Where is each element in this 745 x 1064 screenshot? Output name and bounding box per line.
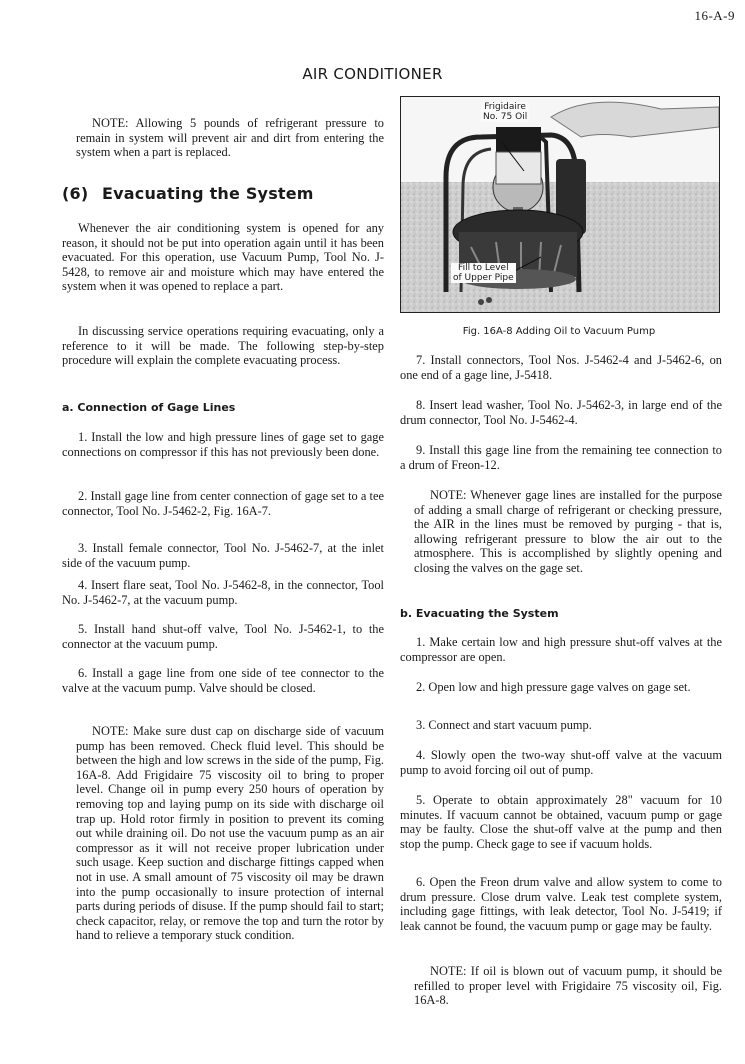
step-a-6: 6. Install a gage line from one side of tee connector to the valve at the vacuum pump. Valve should be closed. (62, 666, 384, 695)
discussion-paragraph: In discussing service operations requiring evacuating, only a reference to it will be made. The following step-by-step procedure will explain the complete evacuating process. (62, 324, 384, 368)
step-a-5: 5. Install hand shut-off valve, Tool No. J-5462-1, to the connector at the vacuum pump. (62, 622, 384, 651)
callout-bottom-line2: of Upper Pipe (453, 273, 514, 283)
section-heading-evacuating (62, 184, 314, 203)
note-purging-air: NOTE: Whenever gage lines are installed for the purpose of adding a small charge of refrigerant or checking pressure, the AIR in the lines must be removed by purging - that is, allowing refrigerant pressure to blow the air out to the atmosphere. This is accomplished by slightly opening and closing the valves on the gage set. (414, 488, 722, 575)
callout-bottom-line1: Fill to Level (458, 263, 509, 273)
step-b-1: 1. Make certain low and high pressure shut-off valves at the compressor are open. (400, 635, 722, 664)
step-a-7: 7. Install connectors, Tool Nos. J-5462-4 and J-5462-6, on one end of a gage line, J-5418. (400, 353, 722, 382)
callout-top-line1: Frigidaire (484, 102, 526, 112)
step-a-3: 3. Install female connector, Tool No. J-5462-7, at the inlet side of the vacuum pump. (62, 541, 384, 570)
step-a-9: 9. Install this gage line from the remaining tee connection to a drum of Freon-12. (400, 443, 722, 472)
step-a-4: 4. Insert flare seat, Tool No. J-5462-8, in the connector, Tool No. J-5462-7, at the vacuum pump. (62, 578, 384, 607)
page-title: AIR CONDITIONER (302, 65, 443, 84)
step-b-4: 4. Slowly open the two-way shut-off valve at the vacuum pump to avoid forcing oil out of pump. (400, 748, 722, 777)
step-b-2: 2. Open low and high pressure gage valves on gage set. (416, 680, 691, 694)
step-b-3: 3. Connect and start vacuum pump. (416, 718, 592, 732)
step-b-6: 6. Open the Freon drum valve and allow system to come to drum pressure. Close drum valve. Leak test complete system, including gage fittings, with leak detector, Tool No. J-5419; if leak cannot be found, the vacuum pump or gage may be faulty. (400, 875, 722, 933)
note-vacuum-pump-care: NOTE: Make sure dust cap on discharge side of vacuum pump has been removed. Check fluid level. This should be between the high and low screws in the side of the pump, Fig. 16A-8. Add Frigidaire 75 viscosity oil to bring to proper level. Change oil in pump every 250 hours of operation by removing top and laying pump on its side with discharge oil trap up. Hold rotor firmly in position to prevent its coming out while draining oil. Do not use the vacuum pump as an air compressor as it will not receive proper lubrication under such usage. Keep suction and discharge fittings capped when not in use. A small amount of 75 viscosity oil may be drawn into the pump occasionally to insure protection of internal parts during periods of disuse. If the pump should fail to start; check capacitor, relay, or remove the top and turn the rotor by hand to relieve a temporary stuck condition. (76, 724, 384, 943)
callout-top-line2: No. 75 Oil (483, 112, 528, 122)
step-a-1: 1. Install the low and high pressure lines of gage set to gage connections on compressor if this has not previously been done. (62, 430, 384, 459)
section-title: Evacuating the System (102, 184, 314, 203)
figure-caption: Fig. 16A-8 Adding Oil to Vacuum Pump (462, 326, 656, 337)
note-refill-oil: NOTE: If oil is blown out of vacuum pump, it should be refilled to proper level with Frigidaire 75 viscosity oil, Fig. 16A-8. (414, 964, 722, 1008)
step-a-2: 2. Install gage line from center connection of gage set to a tee connector, Tool No. J-5462-2, Fig. 16A-7. (62, 489, 384, 518)
subsection-heading-evacuating: b. Evacuating the System (400, 607, 559, 620)
page-number: 16-A-9 (694, 8, 735, 23)
section-number: (6) (62, 184, 89, 203)
left-column (62, 0, 384, 1064)
note-refrigerant-pressure: NOTE: Allowing 5 pounds of refrigerant pressure to remain in system will prevent air and dirt from entering the system when a part is replaced. (76, 116, 384, 160)
right-column (400, 0, 722, 1064)
intro-paragraph: Whenever the air conditioning system is opened for any reason, it should not be put into operation again until it has been evacuated. For this operation, use Vacuum Pump, Tool No. J-5428, to remove air and moisture which may have entered the system when it was opened to replace a part. (62, 221, 384, 294)
step-b-5: 5. Operate to obtain approximately 28" vacuum for 10 minutes. If vacuum cannot be obtained, vacuum pump or gage may be faulty. Close the shut-off valve at the pump and then stop the pump. Check gage to see if vacuum holds. (400, 793, 722, 851)
step-a-8: 8. Insert lead washer, Tool No. J-5462-3, in large end of the drum connector, Tool No. J-5462-4. (400, 398, 722, 427)
subsection-heading-gage-lines: a. Connection of Gage Lines (62, 401, 236, 414)
